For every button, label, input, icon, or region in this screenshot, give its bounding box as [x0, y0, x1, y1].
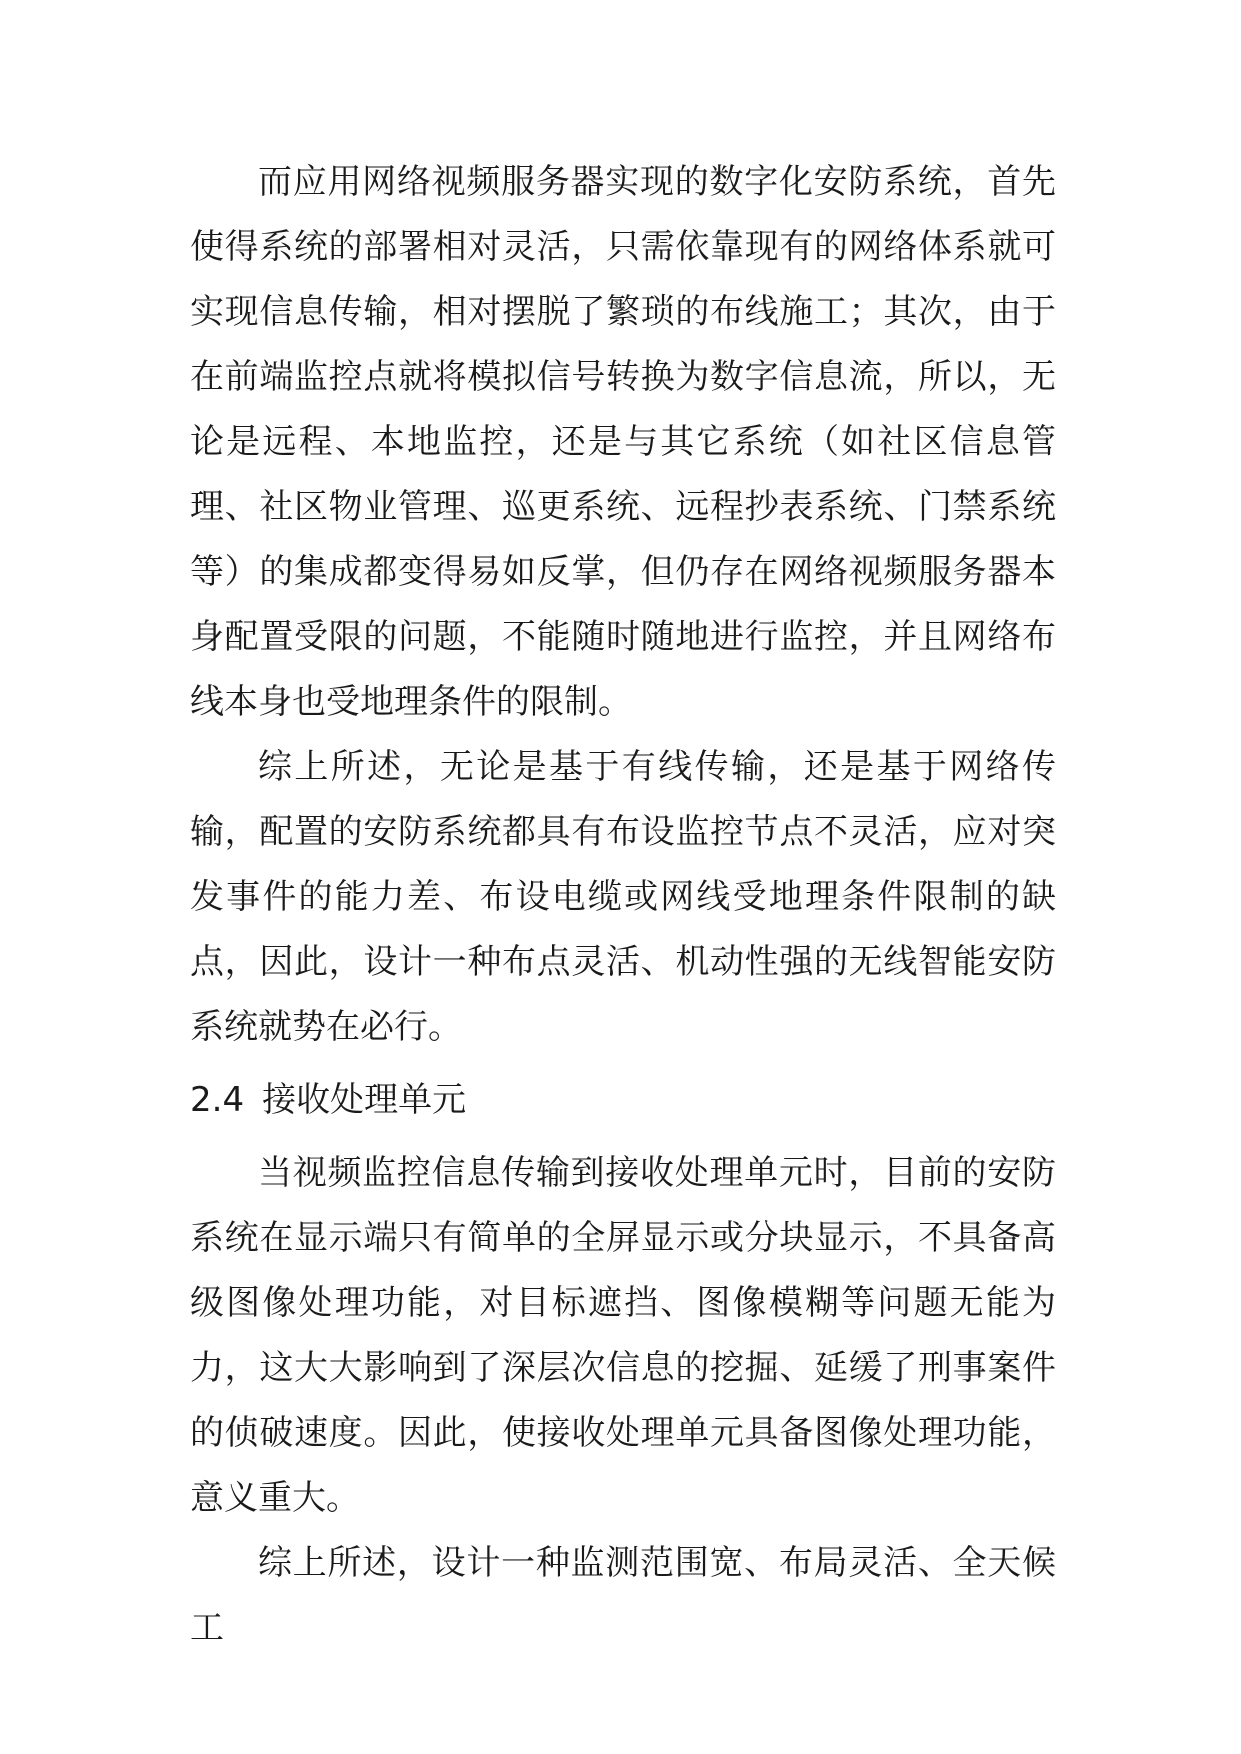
- section-number: 2.4: [190, 1080, 245, 1120]
- paragraph-receiver-processing: 当视频监控信息传输到接收处理单元时，目前的安防系统在显示端只有简单的全屏显示或分块显示，不具备高级图像处理功能，对目标遮挡、图像模糊等问题无能为力，这大大影响到了深层次信息的挖掘、延缓了刑事案件的侦破速度。因此，使接收处理单元具备图像处理功能，意义重大。: [190, 1153, 1056, 1518]
- document-body: [190, 150, 1056, 1661]
- paragraph-network-video-server: 而应用网络视频服务器实现的数字化安防系统，首先使得系统的部署相对灵活，只需依靠现有的网络体系就可实现信息传输，相对摆脱了繁琐的布线施工；其次，由于在前端监控点就将模拟信号转换为数字信息流，所以，无论是远程、本地监控，还是与其它系统（如社区信息管理、社区物业管理、巡更系统、远程抄表系统、门禁系统等）的集成都变得易如反掌，但仍存在网络视频服务器本身配置受限的问题，不能随时随地进行监控，并且网络布线本身也受地理条件的限制。: [190, 162, 1056, 722]
- paragraph-summary-design: 综上所述，设计一种监测范围宽、布局灵活、全天候工: [190, 1543, 1056, 1648]
- section-heading: [190, 1060, 1056, 1141]
- section-title: 接收处理单元: [262, 1080, 467, 1120]
- paragraph-summary-transmission: 综上所述，无论是基于有线传输，还是基于网络传输，配置的安防系统都具有布设监控节点不灵活，应对突发事件的能力差、布设电缆或网线受地理条件限制的缺点，因此，设计一种布点灵活、机动性强的无线智能安防系统就势在必行。: [190, 747, 1056, 1047]
